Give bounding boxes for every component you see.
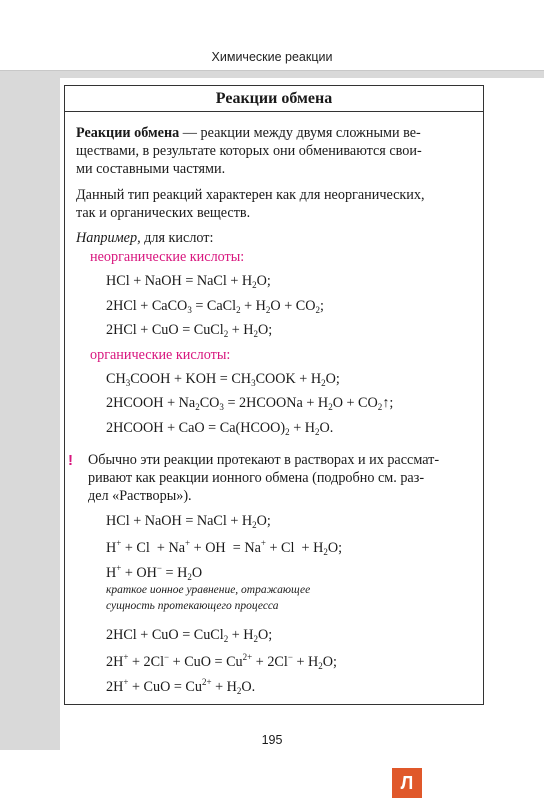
- publisher-logo: Л: [392, 768, 422, 798]
- equation: 2HCl + CuO = CuCl$_2$ + $H_2O$;: [106, 322, 273, 339]
- equation: HCl + NaOH = NaCl + $H_2O$;: [106, 273, 271, 290]
- ionic-comment-line-1: краткое ионное уравнение, отражающее: [106, 584, 311, 596]
- equation: $CH_3COOH$ + KOH = $CH_3COOK + H_2O$;: [106, 371, 340, 388]
- note-line-1: Обычно эти реакции протекают в растворах и их рассмат-: [88, 452, 440, 468]
- definition-line1-rest: — реакции между двумя сложными ве-: [179, 125, 421, 141]
- equation: H+ + Cl + Na+ + OH = $Na^+ + Cl + H_2O$;: [106, 538, 343, 557]
- equation: 2HCl + CuO = CuCl$_2$ + $H_2O$;: [106, 627, 273, 644]
- page-number: 195: [261, 733, 283, 747]
- left-margin-band: [0, 77, 60, 750]
- equation: 2HCl + CaCO$_3$ = CaCl$_2$ + $H_2O + CO_2$;: [106, 298, 324, 315]
- para2-line-2: так и органических веществ.: [76, 205, 251, 221]
- equation: 2H+ + CuO = $Cu^{2+} + H_2O$.: [106, 677, 256, 696]
- equation: 2HCOOH + CaO = $Ca(HCOO)_2 + H_2O$.: [106, 420, 334, 437]
- panel-title: Реакции обмена: [64, 85, 484, 112]
- equation: $H^+ + OH^- = H_2O$: [106, 563, 203, 582]
- organic-acids-label: органические кислоты:: [90, 347, 231, 363]
- para2-line-1: Данный тип реакций характерен как для неорганических,: [76, 187, 425, 203]
- definition-line-2: ществами, в результате которых они обмениваются свои-: [76, 143, 422, 159]
- example-rest: для кислот:: [140, 230, 214, 246]
- example-italic: Например,: [76, 230, 141, 246]
- definition-term: Реакции обмена: [76, 125, 180, 141]
- running-head-title: Химические реакции: [211, 50, 333, 64]
- equation: 2H+ + 2Cl− + CuO = $Cu^{2+} + 2Cl^- + H_2O$;: [106, 652, 337, 671]
- example-intro: [76, 230, 213, 247]
- inorganic-acids-label: неорганические кислоты:: [90, 249, 245, 265]
- important-note-icon: !: [68, 452, 73, 469]
- note-line-2: ривают как реакции ионного обмена (подробно см. раз-: [88, 470, 425, 486]
- note-line-3: дел «Растворы»).: [88, 488, 192, 504]
- equation: 2HCOOH + $Na_2CO_3$ = 2HCOONa + $H_2O$ + $CO_2↑$;: [106, 395, 394, 412]
- definition-line-3: ми составными частями.: [76, 161, 226, 177]
- definition-line-1: [76, 125, 421, 142]
- equation: HCl + NaOH = NaCl + $H_2O$;: [106, 513, 271, 530]
- header-rule: [0, 70, 544, 78]
- ionic-comment-line-2: сущность протекающего процесса: [106, 600, 279, 612]
